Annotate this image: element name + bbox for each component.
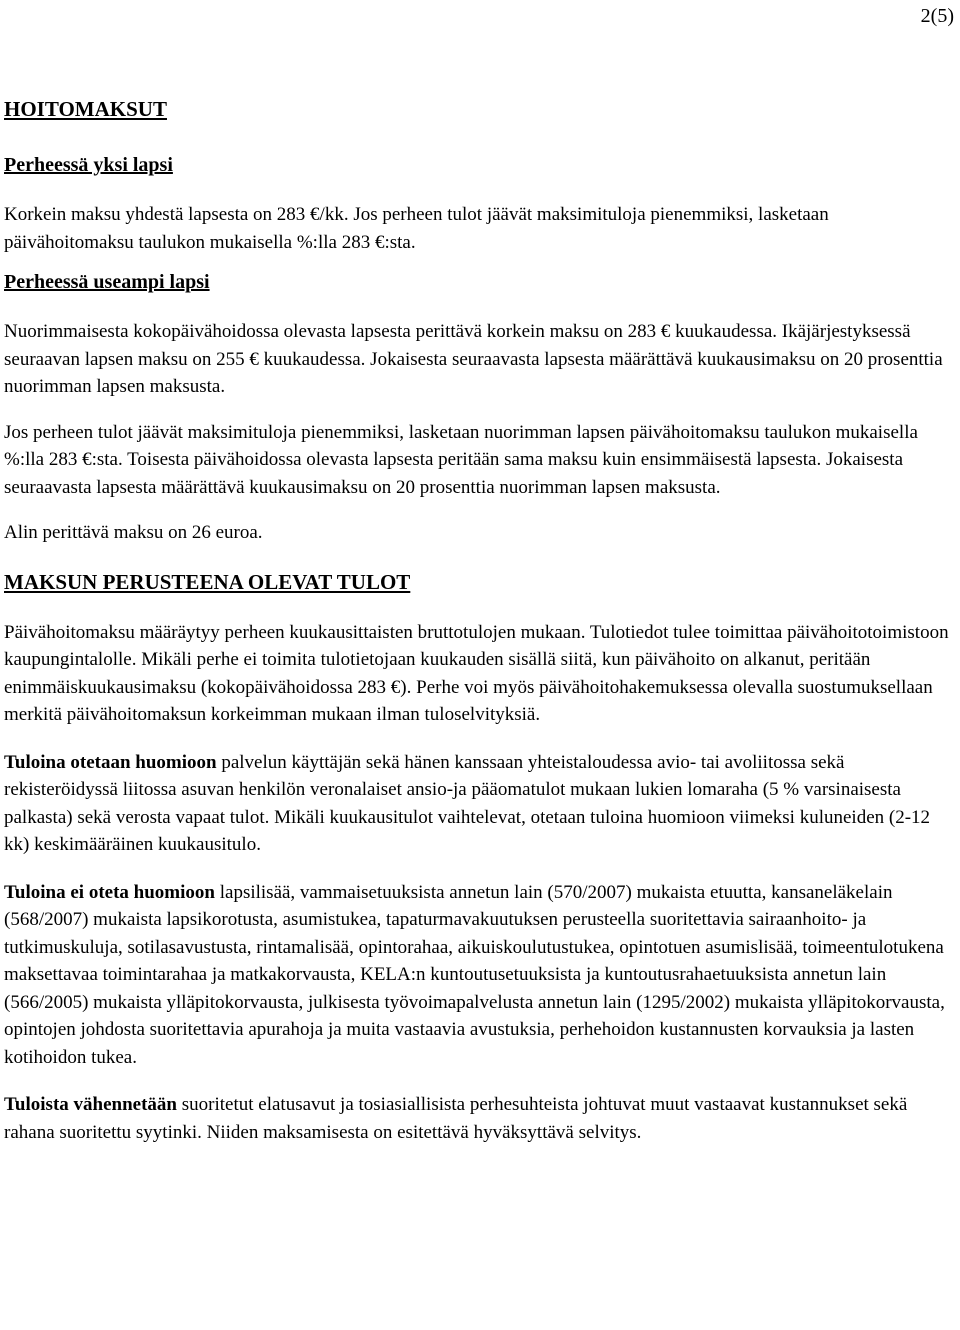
many-children-paragraph-1: Nuorimmaisesta kokopäivähoidossa olevasta lapsesta perittävä korkein maksu on 283 € kuukaudessa. Ikäjärjestyksessä seuraavan lapsen maksu on 255 € kuukaudessa. Jokaisesta seuraavasta lapsesta määrättävä kuukausimaksu on 20 prosenttia nuorimman lapsen maksusta. (4, 321, 943, 397)
not-counted-income-lead: Tuloina ei oteta huomioon (4, 881, 215, 903)
not-counted-income-paragraph (4, 879, 954, 1072)
deductions-lead: Tuloista vähennetään (4, 1094, 177, 1115)
one-child-heading: Perheessä yksi lapsi (4, 154, 173, 176)
income-basis-heading: MAKSUN PERUSTEENA OLEVAT TULOT (4, 569, 411, 594)
deductions-paragraph (4, 1091, 954, 1146)
income-basis-paragraph: Päivähoitomaksu määräytyy perheen kuukausittaisten bruttotulojen mukaan. Tulotiedot tulee toimittaa päivähoitotoimistoon kaupungintalolle. Mikäli perhe ei toimita tulotietojaan kuukauden sisällä siitä, kun päivähoito on alkanut, peritään enimmäiskuukausimaksu (kokopäivähoidossa 283 €). Perhe voi myös päivähoitohakemuksessa olevalla suostumuksellaan merkitä päivähoitomaksun korkeimman mukaan ilman tuloselvityksiä. (4, 621, 949, 725)
page-number: 2(5) (920, 5, 954, 27)
document-body (4, 94, 954, 1146)
many-children-paragraph-2: Jos perheen tulot jäävät maksimituloja pienemmiksi, lasketaan nuorimman lapsen päivähoitomaksu taulukon mukaisella %:lla 283 €:sta. Toisesta päivähoidossa olevasta lapsesta peritään sama maksu kuin ensimmäisestä lapsesta. Jokaisesta seuraavasta lapsesta määrättävä kuukausimaksu on 20 prosenttia nuorimman lapsen maksusta. (4, 421, 918, 498)
counted-income-lead: Tuloina otetaan huomioon (4, 751, 217, 773)
counted-income-paragraph (4, 749, 954, 859)
main-heading: HOITOMAKSUT (4, 97, 167, 121)
not-counted-income-text: lapsilisää, vammaisetuuksista annetun lain (570/2007) mukaista etuutta, kansaneläkelain (568/2007) mukaista lapsikorotusta, asumistukea, tapaturmavakuutuksen perusteella suoritettavia sairaanhoito- ja tutkimuskuluja, sotilasavustusta, rintamalisää, opintorahaa, aikuiskoulutustukea, opintotuen asumislisää, toimeentulotukena maksettavaa toimintarahaa ja matkakorvausta, KELA:n kuntoutusetuuksista ja kuntoutusrahaetuuksista annetun lain (566/2005) mukaista ylläpitokorvausta, julkisesta työvoimapalvelusta annetun lain (1295/2002) mukaista ylläpitokorvausta, opintojen johdosta suoritettavia apurahoja ja muita vastaavia avustuksia, perhehoidon kustannusten korvauksia ja lasten kotihoidon tukea. (4, 881, 945, 1068)
minimum-fee-paragraph: Alin perittävä maksu on 26 euroa. (4, 522, 263, 543)
one-child-paragraph: Korkein maksu yhdestä lapsesta on 283 €/kk. Jos perheen tulot jäävät maksimituloja pienemmiksi, lasketaan päivähoitomaksu taulukon mukaisella %:lla 283 €:sta. (4, 204, 829, 253)
counted-income-text: palvelun käyttäjän sekä hänen kanssaan yhteistaloudessa avio- tai avoliitossa sekä rekisteröidyssä liitossa asuvan henkilön veronalaiset ansio-ja pääomatulot mukaan lukien lomaraha (5 % varsinaisesta palkasta) sekä verosta vapaat tulot. Mikäli kuukausitulot vaihtelevat, otetaan tuloina huomioon viimeksi kuluneiden (2-12 kk) keskimääräinen kuukausitulo. (4, 751, 931, 855)
deductions-text: suoritetut elatusavut ja tosiasiallisista perhesuhteista johtuvat muut vastaavat kustannukset sekä rahana suoritettu syytinki. Niiden maksamisesta on esitettävä hyväksyttävä selvitys. (4, 1094, 908, 1143)
many-children-heading: Perheessä useampi lapsi (4, 271, 210, 293)
